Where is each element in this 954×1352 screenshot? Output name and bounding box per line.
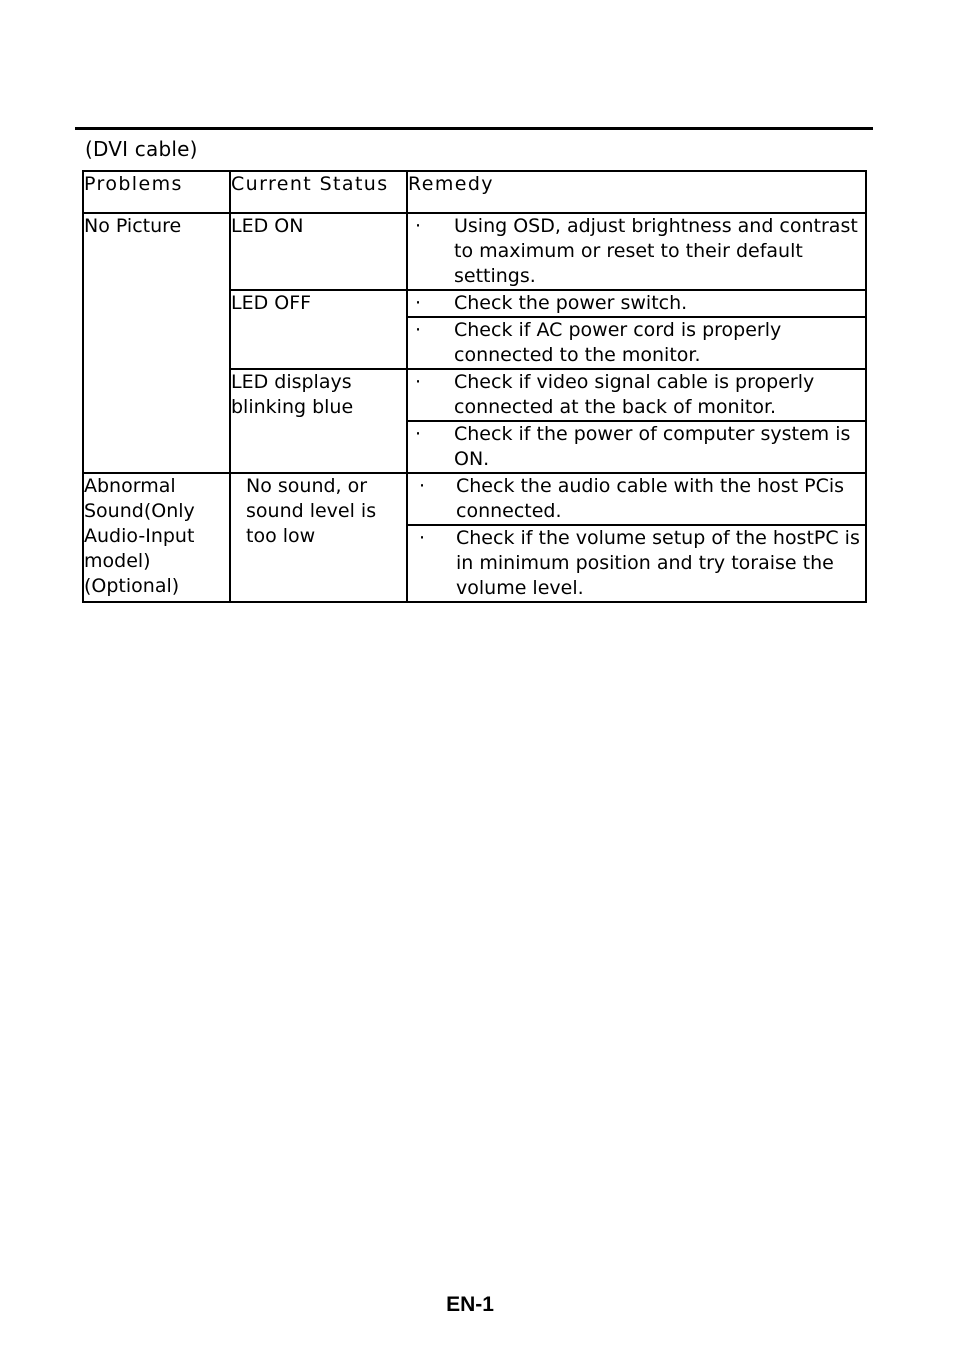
problem-cell: No Picture	[83, 213, 230, 473]
header-current-status: Current Status	[230, 171, 407, 213]
remedy-cell	[407, 369, 866, 421]
remedy-text: Check if video signal cable is properly connected at the back of monitor.	[454, 371, 815, 418]
bullet-icon: ·	[419, 527, 426, 549]
table-caption: (DVI cable)	[85, 137, 198, 161]
remedy-cell	[407, 317, 866, 369]
remedy-text: Using OSD, adjust brightness and contrast to maximum or reset to their default settings.	[454, 215, 858, 287]
remedy-text: Check if the volume setup of the hostPC is in minimum position and try toraise the volume level.	[456, 527, 860, 599]
remedy-cell	[407, 473, 866, 525]
remedy-cell	[407, 290, 866, 317]
bullet-icon: ·	[415, 215, 422, 237]
problem-cell: Abnormal Sound(Only Audio-Input model) (Optional)	[83, 473, 230, 602]
remedy-cell	[407, 421, 866, 473]
bullet-icon: ·	[415, 371, 422, 393]
header-problems: Problems	[83, 171, 230, 213]
status-cell: LED OFF	[230, 290, 407, 369]
status-cell: No sound, or sound level is too low	[230, 473, 407, 602]
bullet-icon: ·	[415, 292, 422, 314]
page-number: EN-1	[446, 1293, 494, 1316]
bullet-icon: ·	[415, 319, 422, 341]
remedy-cell	[407, 213, 866, 290]
remedy-text: Check if AC power cord is properly connected to the monitor.	[454, 319, 782, 366]
top-rule	[75, 127, 873, 130]
bullet-icon: ·	[419, 475, 426, 497]
remedy-text: Check the audio cable with the host PCis connected.	[456, 475, 845, 522]
remedy-cell	[407, 525, 866, 602]
status-cell: LED displays blinking blue	[230, 369, 407, 473]
table-row	[83, 473, 866, 525]
remedy-text: Check if the power of computer system is ON.	[454, 423, 851, 470]
table-row	[83, 213, 866, 290]
status-cell: LED ON	[230, 213, 407, 290]
table-header-row	[83, 171, 866, 213]
bullet-icon: ·	[415, 423, 422, 445]
remedy-text: Check the power switch.	[454, 292, 688, 314]
troubleshooting-table	[82, 170, 867, 603]
header-remedy: Remedy	[407, 171, 866, 213]
